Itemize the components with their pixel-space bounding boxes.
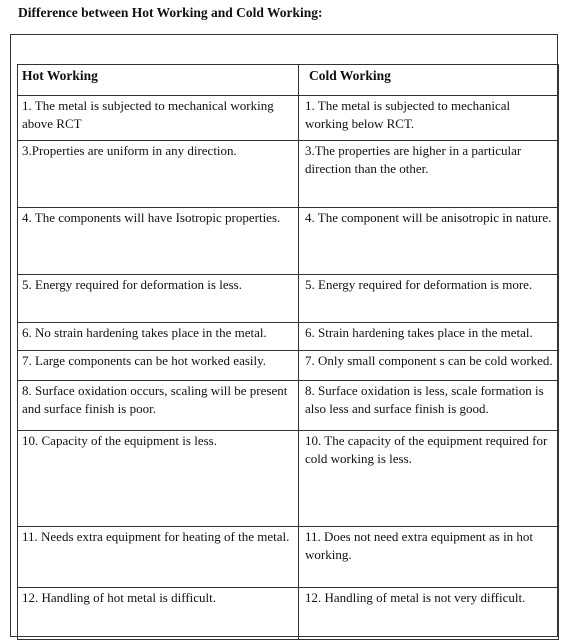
table-frame [10,34,558,637]
table-row [18,141,559,208]
table-row [18,588,559,640]
hot-working-cell: 8. Surface oxidation occurs, scaling will be present and surface finish is poor. [18,381,299,431]
hot-working-cell: 5. Energy required for deformation is less. [18,275,299,323]
header-cold-working: Cold Working [299,65,559,96]
hot-working-cell: 1. The metal is subjected to mechanical working above RCT [18,96,299,141]
table-row [18,208,559,275]
cold-working-cell: 3.The properties are higher in a particular direction than the other. [299,141,559,208]
hot-working-cell: 10. Capacity of the equipment is less. [18,431,299,527]
table-row [18,381,559,431]
cold-working-cell: 1. The metal is subjected to mechanical working below RCT. [299,96,559,141]
table-row [18,431,559,527]
cold-working-cell: 7. Only small component s can be cold worked. [299,351,559,381]
hot-working-cell: 4. The components will have Isotropic properties. [18,208,299,275]
table-row [18,275,559,323]
cold-working-cell: 12. Handling of metal is not very difficult. [299,588,559,640]
table-row [18,96,559,141]
table-row [18,351,559,381]
table-row [18,527,559,588]
hot-working-cell: 11. Needs extra equipment for heating of the metal. [18,527,299,588]
table-header-row [18,65,559,96]
page-title: Difference between Hot Working and Cold Working: [18,5,323,20]
comparison-table [17,64,559,640]
cold-working-cell: 4. The component will be anisotropic in nature. [299,208,559,275]
cold-working-cell: 5. Energy required for deformation is more. [299,275,559,323]
header-hot-working: Hot Working [18,65,299,96]
hot-working-cell: 12. Handling of hot metal is difficult. [18,588,299,640]
cold-working-cell: 10. The capacity of the equipment required for cold working is less. [299,431,559,527]
hot-working-cell: 6. No strain hardening takes place in the metal. [18,323,299,351]
table-row [18,323,559,351]
hot-working-cell: 7. Large components can be hot worked easily. [18,351,299,381]
cold-working-cell: 8. Surface oxidation is less, scale formation is also less and surface finish is good. [299,381,559,431]
hot-working-cell: 3.Properties are uniform in any direction. [18,141,299,208]
cold-working-cell: 6. Strain hardening takes place in the metal. [299,323,559,351]
cold-working-cell: 11. Does not need extra equipment as in hot working. [299,527,559,588]
